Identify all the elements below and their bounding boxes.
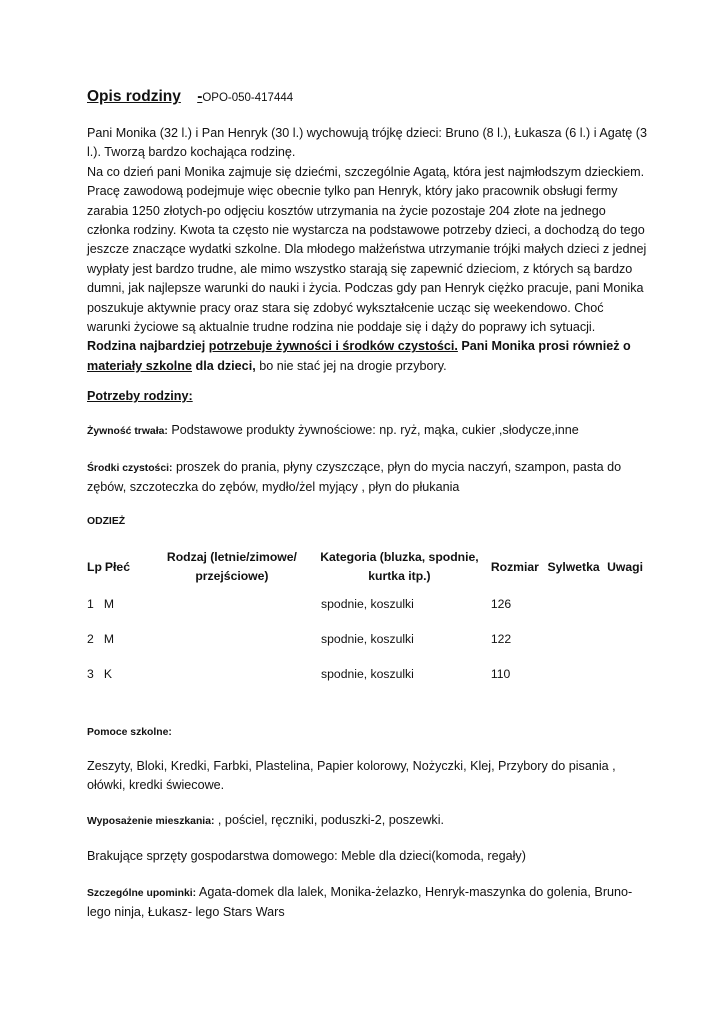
page-title [87, 88, 293, 106]
intro-body: Na co dzień pani Monika zajmuje się dziećmi, szczególnie Agatą, która jest najmłodszym dzieckiem. Pracę zawodową podejmuje więc obecnie tylko pan Henryk, który jako pracownik obsługi fermy zarabia 1250 złotych-po odjęciu kosztów utrzymania na życie pozostaje 204 złote na jednego członka rodziny. Kwota ta często nie wystarcza na podstawowe potrzeby dzieci, a dochodzą do tego jeszcze znaczące wydatki szkolne. Dla młodego małżeństwa utrzymanie trójki małych dzieci z jednej wypłaty jest bardzo trudne, ale mimo wszystko starają się zapewnić dzieciom, z których są bardzo dumni, jak najlepsze warunki do nauki i życia. Podczas gdy pan Henryk ciężko pracuje, pani Monika poszukuje aktywnie pracy oraz stara się zdobyć wykształcenie ucząc się weekendowo. Choć warunki życiowe są aktualnie trudne rodzina nie poddaje się i dąży do poprawy ich sytuacji. [87, 164, 647, 335]
needs-text-6: bo nie stać jej na drogie przybory. [255, 358, 447, 373]
cell-category: spodnie, koszulki [321, 631, 414, 646]
table-row [87, 621, 647, 656]
needs-text-3: Pani Monika prosi również o [457, 339, 631, 354]
intro-line: Pani Monika (32 l.) i Pan Henryk (30 l.) wychowują trójkę dzieci: Bruno (8 l.), Łukasza (6 l.) i Agatę (3 l.). Tworzą bardzo kochająca rodzinę. [87, 126, 647, 160]
school-text: Zeszyty, Bloki, Kredki, Farbki, Plastelina, Papier kolorowy, Nożyczki, Klej, Przybory do pisania , ołówki, kredki świecowe. [87, 759, 616, 793]
needs-heading: Potrzeby rodziny: [87, 389, 193, 403]
cleaning-text: proszek do prania, płyny czyszczące, płyn do mycia naczyń, szampon, pasta do zębów, szczoteczka do zębów, mydło/żel myjący , płyn do płukania [87, 460, 622, 495]
cell-notes [607, 656, 647, 691]
cell-notes [607, 621, 647, 656]
cleaning-label: Środki czystości: [87, 463, 173, 474]
family-code: OPO-050-417444 [202, 92, 294, 104]
cell-silhouette [547, 586, 607, 621]
food-section [87, 421, 647, 441]
cell-type [156, 586, 308, 621]
cell-sex: M [103, 596, 115, 611]
cell-size: 122 [490, 631, 512, 646]
cell-sex: K [103, 666, 113, 681]
food-label: Żywność trwała: [87, 426, 168, 437]
gifts-section [87, 883, 647, 923]
title-text: Opis rodziny [87, 88, 181, 105]
cell-lp: 3 [87, 666, 94, 681]
clothes-table [87, 548, 647, 691]
cell-type [156, 621, 308, 656]
intro-paragraph [87, 124, 647, 376]
cell-lp: 1 [87, 596, 94, 611]
needs-text-4: materiały szkolne [87, 358, 192, 373]
cell-silhouette [547, 621, 607, 656]
col-notes: Uwagi [607, 559, 644, 574]
home-section [87, 811, 647, 831]
col-lp: Lp [87, 559, 102, 574]
col-size: Rozmiar [490, 559, 539, 574]
cell-sex: M [103, 631, 115, 646]
needs-text-1: Rodzina najbardziej [87, 339, 209, 354]
cell-size: 110 [490, 666, 511, 681]
home-label: Wyposażenie mieszkania: [87, 816, 215, 827]
table-row [87, 656, 647, 691]
food-text: Podstawowe produkty żywnościowe: np. ryż, mąka, cukier ,słodycze,inne [167, 423, 579, 437]
col-category: Kategoria (bluzka, spodnie, kurtka itp.) [320, 550, 479, 583]
needs-text-5: dla dzieci, [192, 358, 256, 373]
cell-lp: 2 [87, 631, 94, 646]
cell-type [156, 656, 308, 691]
cell-silhouette [547, 656, 607, 691]
clothes-heading: ODZIEŻ [87, 516, 126, 527]
cell-category: spodnie, koszulki [321, 596, 414, 611]
cell-notes [607, 586, 647, 621]
gifts-text: Agata-domek dla lalek, Monika-żelazko, Henryk-maszynka do golenia, Bruno- lego ninja, Łukasz- lego Stars Wars [87, 885, 633, 920]
needs-text-2: potrzebuje żywności i środków czystości. [208, 339, 458, 354]
title-dash: - [197, 88, 203, 105]
needs-summary [87, 337, 647, 376]
home-text: , pościel, ręczniki, poduszki-2, poszewki. [214, 813, 445, 827]
col-silhouette: Sylwetka [547, 559, 600, 574]
school-heading: Pomoce szkolne: [87, 727, 172, 738]
col-sex: Płeć [104, 559, 130, 574]
cell-size: 126 [490, 596, 512, 611]
cleaning-section [87, 458, 647, 498]
appliances-text: Brakujące sprzęty gospodarstwa domowego: Meble dla dzieci(komoda, regały) [87, 849, 526, 863]
table-header-row [87, 548, 647, 586]
cell-category: spodnie, koszulki [321, 666, 414, 681]
col-type: Rodzaj (letnie/zimowe/ przejściowe) [166, 550, 297, 583]
gifts-label: Szczególne upominki: [87, 888, 197, 899]
table-row [87, 586, 647, 621]
